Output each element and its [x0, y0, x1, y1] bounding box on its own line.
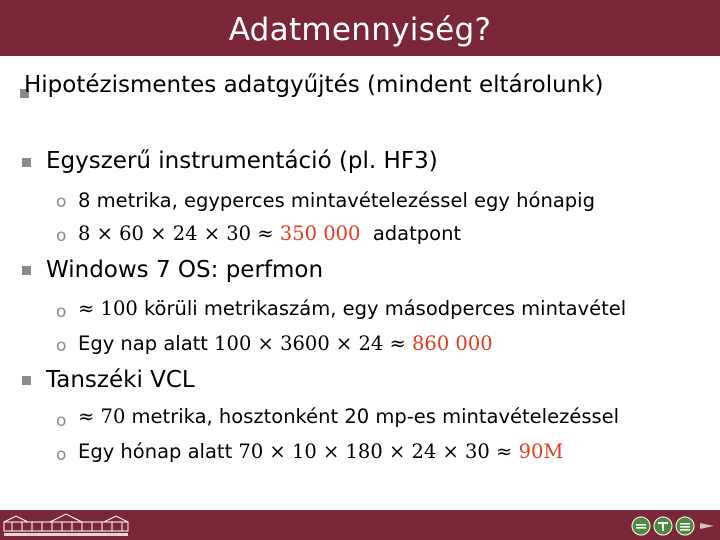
bullet-item-4: Tanszéki VCL [46, 367, 195, 393]
slide-footer [0, 510, 720, 540]
square-bullet-icon [22, 158, 31, 167]
circle-bullet-icon: o [56, 336, 67, 356]
sub-text: Egy hónap alatt [78, 440, 239, 463]
highlight-value: 350 000 [279, 222, 361, 245]
square-bullet-icon [22, 376, 31, 385]
sub-item-3-2 [78, 332, 493, 355]
sub-text: körüli metrikaszám, egy másodperces mintavétel [137, 297, 627, 320]
sub-item-4-1 [78, 405, 619, 428]
bullet-item-3: Windows 7 OS: perfmon [46, 257, 324, 283]
circle-bullet-icon: o [56, 445, 67, 465]
slide-title: Adatmennyiség? [228, 12, 492, 48]
sub-item-2-2 [78, 222, 461, 245]
formula: 8 × 60 × 24 × 30 ≈ [78, 222, 280, 245]
formula: 70 × 10 × 180 × 24 × 30 ≈ [238, 440, 519, 463]
square-bullet-icon [22, 266, 31, 275]
university-logo-icon [2, 512, 130, 538]
sub-text: metrika, hosztonként 20 mp-es mintavételezéssel [125, 405, 620, 428]
suffix-text: adatpont [360, 222, 462, 245]
highlight-value: 860 000 [412, 332, 493, 355]
bullet-item-2: Egyszerű instrumentáció (pl. HF3) [46, 148, 438, 174]
circle-bullet-icon: o [56, 226, 67, 246]
nav-controls-icon[interactable] [630, 515, 718, 537]
sub-item-2-1: 8 metrika, egyperces mintavételezéssel egy hónapig [78, 189, 595, 212]
sub-text: Egy nap alatt [78, 332, 215, 355]
circle-bullet-icon: o [56, 192, 67, 212]
circle-bullet-icon: o [56, 302, 67, 322]
formula: ≈ 100 [78, 297, 138, 320]
sub-item-4-2 [78, 440, 563, 463]
circle-bullet-icon: o [56, 411, 67, 431]
highlight-value: 90M [518, 440, 564, 463]
formula: 100 × 3600 × 24 ≈ [214, 332, 413, 355]
sub-item-3-1 [78, 297, 626, 320]
bullet-item-1: Hipotézismentes adatgyűjtés (mindent eltárolunk) [24, 72, 604, 98]
formula: ≈ 70 [78, 405, 126, 428]
